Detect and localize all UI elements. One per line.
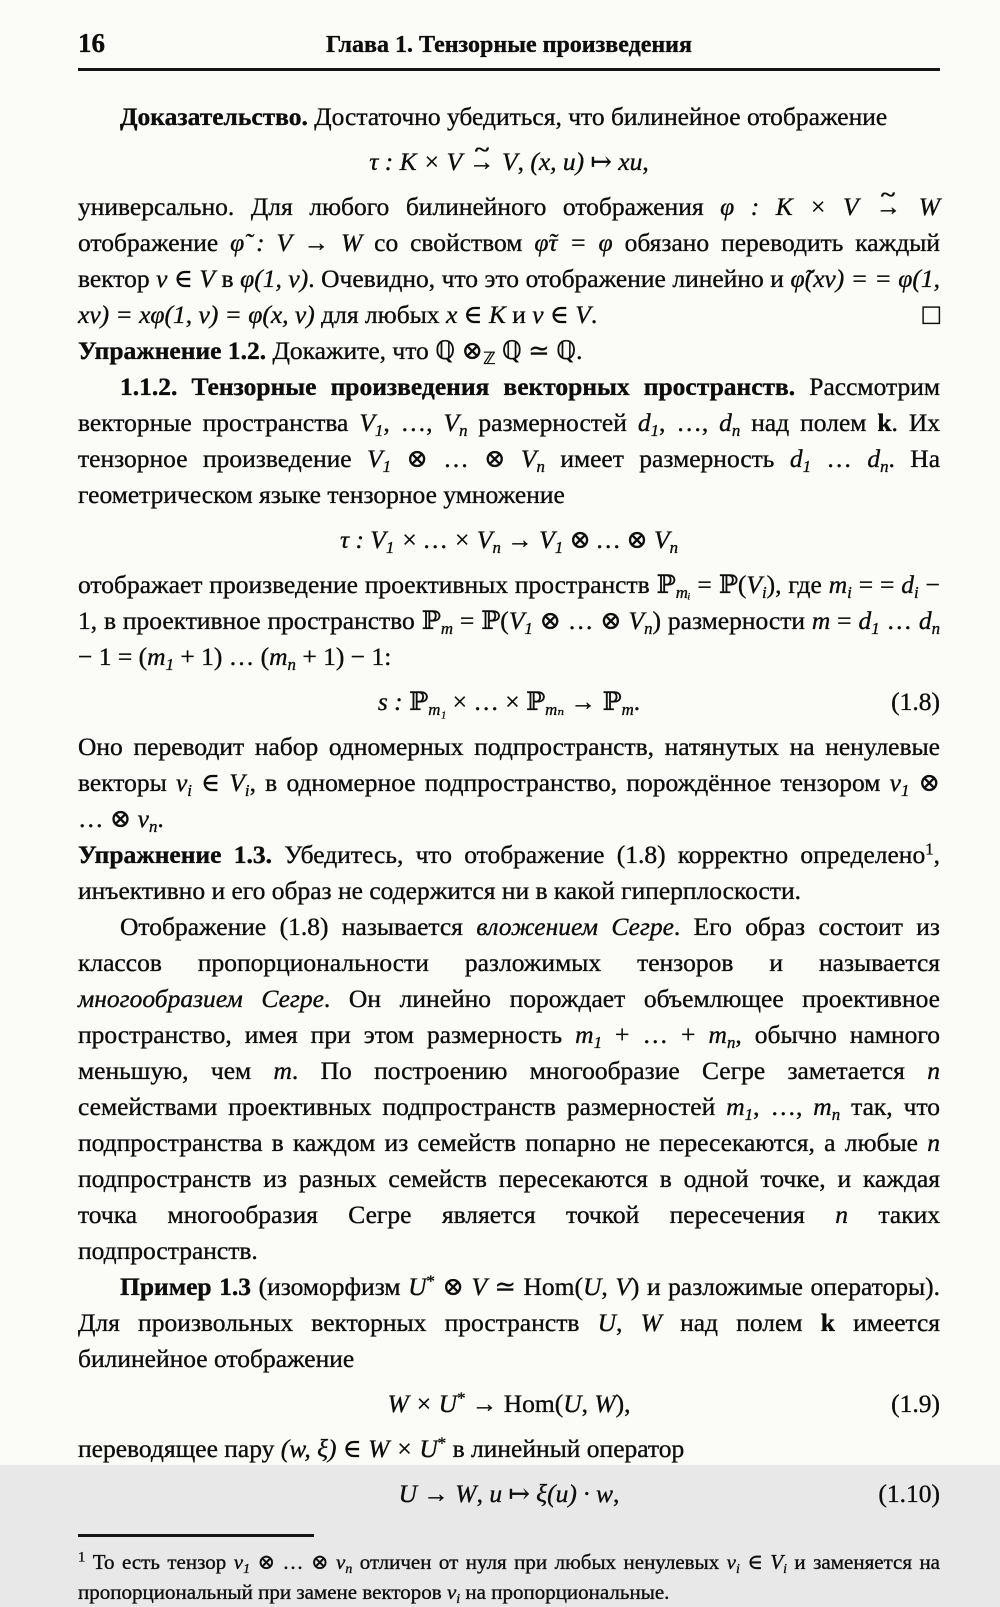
text-run: d: [858, 606, 872, 635]
text-run: подпространств из разных семейств пересекаются в одной точке, и каждая точка многообразия Сегре является точкой пересечения: [78, 1164, 940, 1229]
text-run: отображает произведение проективных пространств ℙ: [78, 570, 676, 599]
text-run: − 1, в проективное пространство ℙ: [78, 570, 940, 635]
text-run: универсально. Для любого билинейного отображения: [78, 192, 721, 221]
text-run: + … +: [602, 1020, 709, 1049]
text-run: m: [273, 1056, 292, 1085]
text-run: φ(1, v): [240, 264, 309, 293]
example-1-3-paragraph: [78, 1269, 940, 1377]
exercise-1-3: [78, 837, 940, 909]
text-run: .: [576, 336, 583, 365]
text-run: − 1 = (: [78, 642, 148, 671]
equation-number-1-10: (1.10): [878, 1479, 940, 1508]
text-run: .: [157, 804, 164, 833]
text-run: φ̃τ = φ: [534, 228, 613, 257]
text-run: v: [233, 1550, 244, 1574]
text-run: τ : K × V: [369, 147, 469, 176]
text-run: ⊗ … ⊗: [78, 768, 940, 833]
text-run: + 1) − 1:: [295, 642, 392, 671]
text-run: n: [927, 1056, 940, 1085]
text-run: Достаточно убедиться, что билинейное отображение: [307, 102, 888, 131]
text-run: (изоморфизм: [251, 1272, 409, 1301]
text-run: m: [726, 1092, 745, 1121]
text-run: , …,: [753, 1092, 814, 1121]
text-run: ∈: [739, 1550, 771, 1574]
text-run: m: [575, 1020, 594, 1049]
text-run: v ∈ V: [156, 264, 215, 293]
text-run: d: [867, 444, 881, 473]
text-run: m: [708, 1020, 727, 1049]
text-run: W × U: [387, 1389, 458, 1418]
text-run: d: [637, 408, 651, 437]
display-formula-1-10: [78, 1476, 940, 1512]
text-run: V: [229, 768, 245, 797]
text-run: v: [137, 804, 149, 833]
text-run: n: [731, 421, 741, 441]
paragraph-one-dim-subspaces: [78, 729, 940, 837]
text-run: Упражнение 1.3.: [78, 840, 272, 869]
text-run: n: [148, 817, 158, 837]
text-run: таких подпространств.: [78, 1200, 940, 1265]
text-run: v: [446, 1580, 457, 1604]
text-run: V: [443, 408, 460, 437]
text-run: , обычно намного меньшую, чем: [78, 1020, 941, 1085]
text-run: n: [726, 1033, 736, 1053]
text-run: d: [719, 408, 732, 437]
text-run: 1: [374, 421, 384, 441]
text-run: Докажите, что: [266, 336, 436, 365]
text-run: ⊗ … ⊗ V: [563, 525, 670, 554]
text-run: φ̃ : V → W: [230, 228, 363, 257]
text-run: mₙ: [545, 700, 565, 720]
section-1-1-2-paragraph: [78, 369, 940, 513]
text-run: V: [615, 1272, 631, 1301]
text-run: Рассмотрим векторные пространства: [78, 372, 940, 437]
text-run: V: [520, 444, 537, 473]
formula-1-9: [387, 1389, 630, 1418]
text-run: ∈: [191, 768, 230, 797]
text-run: v ∈ V: [532, 300, 591, 329]
text-run: V: [508, 606, 525, 635]
text-run: k: [877, 408, 892, 437]
text-run: n: [927, 1128, 940, 1157]
text-run: …: [811, 444, 868, 473]
text-run: 1: [385, 538, 395, 558]
text-run: ⊗: [434, 1272, 472, 1301]
text-run: n: [287, 655, 296, 675]
text-run: d: [918, 606, 932, 635]
text-run: ,: [642, 147, 649, 176]
text-run: m: [828, 570, 848, 599]
text-run: .: [633, 687, 641, 716]
text-run: *: [426, 1271, 435, 1291]
text-run: и заменяется на пропорциональный при замене векторов: [78, 1550, 940, 1604]
text-run: i: [783, 1561, 787, 1577]
footnote: [78, 1534, 940, 1607]
text-run: ) размерности: [652, 606, 812, 635]
text-run: n: [880, 457, 889, 477]
text-run: Упражнение 1.2.: [78, 336, 267, 365]
text-run: , …,: [383, 408, 444, 437]
text-run: n: [345, 1561, 353, 1577]
text-run: n: [669, 538, 679, 558]
paragraph-segre-embedding: [78, 909, 940, 1269]
text-run: обязано переводить каждый вектор: [78, 228, 940, 293]
text-run: . Их тензорное произведение: [78, 408, 941, 473]
display-formula-tau-kv: [78, 144, 940, 180]
text-run: V: [746, 570, 762, 599]
text-run: n: [536, 457, 545, 477]
text-run: (w, ξ) ∈ W × U: [280, 1434, 438, 1463]
text-run: i: [735, 1561, 740, 1577]
tilde-arrow-symbol: → ~: [468, 144, 496, 180]
text-run: φ̃(xv) = = φ(1, xv) = xφ(1, v) = φ(x, v): [78, 264, 940, 329]
text-run: n: [492, 538, 501, 558]
text-run: ≃ Hom(: [487, 1272, 583, 1301]
page-number: 16: [78, 28, 105, 58]
text-run: так, что подпространства в каждом из семейств попарно не пересекаются, а любые: [78, 1092, 941, 1157]
text-run: .: [590, 300, 598, 329]
text-run: V: [471, 1272, 488, 1301]
equation-number-1-9: (1.9): [891, 1389, 940, 1418]
page-header: [78, 30, 940, 71]
text-run: d: [789, 444, 803, 473]
text-run: имеет размерность: [544, 444, 790, 473]
text-run: V: [770, 1550, 784, 1574]
text-run: m: [811, 606, 831, 635]
text-run: m₁: [428, 700, 447, 720]
text-run: v: [175, 768, 188, 797]
text-run: вложением Сегре: [476, 912, 674, 941]
text-run: 1.1.2. Тензорные произведения векторных пространств.: [120, 372, 796, 401]
text-run: U: [563, 1389, 582, 1418]
text-run: *: [457, 1388, 466, 1408]
qed-box: □: [922, 299, 940, 331]
text-run: , инъективно и его образ не содержится ни в какой гиперплоскости.: [78, 840, 940, 905]
text-run: τ : V: [339, 525, 386, 554]
text-run: n: [831, 1105, 841, 1125]
text-run: 1: [78, 1549, 86, 1566]
text-run: и: [505, 300, 533, 329]
text-run: Убедитесь, что отображение (1.8) корректно определено: [271, 840, 926, 869]
footnote-text: [78, 1547, 940, 1607]
text-run: . Его образ состоит из классов пропорциональности разложимых тензоров и называется: [78, 912, 940, 977]
text-run: Доказательство.: [120, 102, 308, 131]
text-run: в линейный оператор: [446, 1434, 685, 1463]
text-run: U: [582, 1272, 602, 1301]
text-run: , …,: [659, 408, 720, 437]
text-run: m: [813, 1092, 832, 1121]
text-run: v: [726, 1550, 736, 1574]
text-run: со свойством: [362, 228, 535, 257]
text-run: V: [628, 606, 645, 635]
text-run: для любых: [314, 300, 446, 329]
text-run: ) и разложимые операторы). Для произвольных векторных пространств: [78, 1272, 940, 1337]
text-run: → Hom(: [465, 1389, 564, 1418]
tilde-arrow-symbol: → ~: [875, 189, 903, 225]
text-run: m: [621, 700, 634, 720]
text-run: U: [597, 1308, 617, 1337]
text-run: =: [830, 606, 859, 635]
text-run: на пропорциональные.: [460, 1580, 670, 1604]
text-run: = ℙ(: [690, 570, 747, 599]
text-run: Пример 1.3: [120, 1272, 252, 1301]
text-run: ℚ ≃ ℚ: [495, 336, 577, 365]
text-run: d: [901, 570, 915, 599]
text-run: mᵢ: [675, 583, 691, 603]
text-run: ), где: [766, 570, 829, 599]
text-run: i: [456, 1591, 461, 1607]
text-run: 1: [165, 655, 174, 675]
text-run: U → W: [398, 1479, 477, 1508]
text-run: 1: [650, 421, 659, 441]
exercise-1-2: [78, 333, 940, 369]
text-run: W: [902, 192, 940, 221]
text-run: отличен от нуля при любых ненулевых: [352, 1550, 727, 1574]
text-run: × … × ℙ: [446, 687, 546, 716]
text-run: над полем: [661, 1308, 821, 1337]
text-run: V: [359, 408, 375, 437]
text-run: ℚ ⊗: [435, 336, 483, 365]
text-run: ⊗ … ⊗: [391, 444, 521, 473]
text-run: = ℙ(: [453, 606, 509, 635]
text-run: …: [879, 606, 919, 635]
paragraph-projective-spaces: [78, 567, 940, 675]
text-run: U: [408, 1272, 427, 1301]
text-run: ,: [517, 147, 531, 176]
text-run: V: [367, 444, 383, 473]
text-run: Оно переводит набор одномерных подпространств, натянутых на ненулевые векторы: [78, 732, 940, 797]
text-run: . Он линейно порождает объемлющее проективное пространство, имея при этом размерность: [78, 984, 940, 1049]
text-run: То есть тензор: [85, 1550, 234, 1574]
text-run: V: [495, 147, 518, 176]
text-run: i: [761, 583, 767, 603]
text-run: ℙ: [409, 687, 429, 716]
text-run: (x, u) ↦ xu: [530, 147, 643, 176]
text-run: v: [889, 768, 901, 797]
text-run: → V: [500, 525, 555, 554]
text-run: m: [440, 619, 454, 639]
text-run: m: [147, 642, 166, 671]
text-run: 1: [554, 538, 564, 558]
text-run: φ : K × V: [720, 192, 875, 221]
text-run: i: [187, 781, 192, 801]
display-formula-1-8: [78, 684, 940, 720]
text-run: 1: [243, 1561, 250, 1577]
text-run: имеется билинейное отображение: [78, 1308, 941, 1373]
text-run: v: [336, 1550, 346, 1574]
footnote-rule: [78, 1534, 314, 1537]
chapter-header: Глава 1. Тензорные произведения: [325, 32, 692, 58]
text-run: × … × V: [394, 525, 493, 554]
text-run: u ↦ ξ(u) · w: [489, 1479, 613, 1508]
text-run: n: [835, 1200, 848, 1229]
text-run: 1: [744, 1105, 754, 1125]
text-run: семействами проективных подпространств размерностей: [78, 1092, 727, 1121]
text-run: i: [914, 583, 919, 603]
paragraph-linear-operator: [78, 1431, 940, 1467]
text-run: ,: [612, 1479, 620, 1508]
text-run: *: [437, 1433, 447, 1453]
text-run: 1: [524, 619, 533, 639]
text-run: x ∈ K: [445, 300, 506, 329]
proof-paragraph: [78, 99, 940, 135]
text-run: 1: [593, 1033, 602, 1053]
text-run: n: [931, 619, 941, 639]
text-run: 1: [900, 781, 910, 801]
text-run: = =: [851, 570, 902, 599]
text-run: над полем: [740, 408, 878, 437]
text-run: ,: [581, 1389, 595, 1418]
text-run: 1: [802, 457, 811, 477]
text-run: 1: [871, 619, 880, 639]
text-run: ⊗ … ⊗: [250, 1550, 337, 1574]
text-run: ,: [616, 1308, 641, 1337]
text-run: 1: [925, 839, 934, 859]
text-run: k: [820, 1308, 835, 1337]
text-run: i: [244, 781, 250, 801]
equation-number-1-8: (1.8): [891, 687, 940, 716]
text-run: W: [640, 1308, 662, 1337]
text-run: многообразием Сегре: [78, 984, 324, 1013]
text-run: ),: [615, 1389, 631, 1418]
text-run: → ℙ: [564, 687, 622, 716]
text-run: n: [644, 619, 653, 639]
proof-paragraph-continued: [78, 189, 940, 333]
text-run: ,: [601, 1272, 616, 1301]
text-run: n: [459, 421, 468, 441]
text-run: + 1) … (: [173, 642, 270, 671]
display-formula-tensor-map: [78, 522, 940, 558]
text-run: . На геометрическом языке тензорное умножение: [78, 444, 941, 509]
text-run: . Очевидно, что это отображение линейно и: [308, 264, 791, 293]
text-run: 1: [382, 457, 392, 477]
text-run: переводящее пару: [78, 1434, 281, 1463]
text-run: в: [214, 264, 241, 293]
text-run: i: [847, 583, 852, 603]
text-run: ,: [476, 1479, 490, 1508]
text-run: ⊗ … ⊗: [532, 606, 629, 635]
text-run: ℤ: [482, 349, 496, 369]
text-run: m: [269, 642, 288, 671]
display-formula-1-9: [78, 1386, 940, 1422]
formula-1-10: [399, 1479, 620, 1508]
text-run: отображение: [78, 228, 231, 257]
text-run: s :: [377, 687, 410, 716]
text-run: размерностей: [467, 408, 638, 437]
text-run: Отображение (1.8) называется: [120, 912, 477, 941]
text-run: W: [594, 1389, 616, 1418]
formula-1-8: [377, 687, 641, 720]
text-run: , в одномерное подпространство, порождённое тензором: [249, 768, 890, 797]
text-run: . По построению многообразие Сегре заметается: [291, 1056, 928, 1085]
